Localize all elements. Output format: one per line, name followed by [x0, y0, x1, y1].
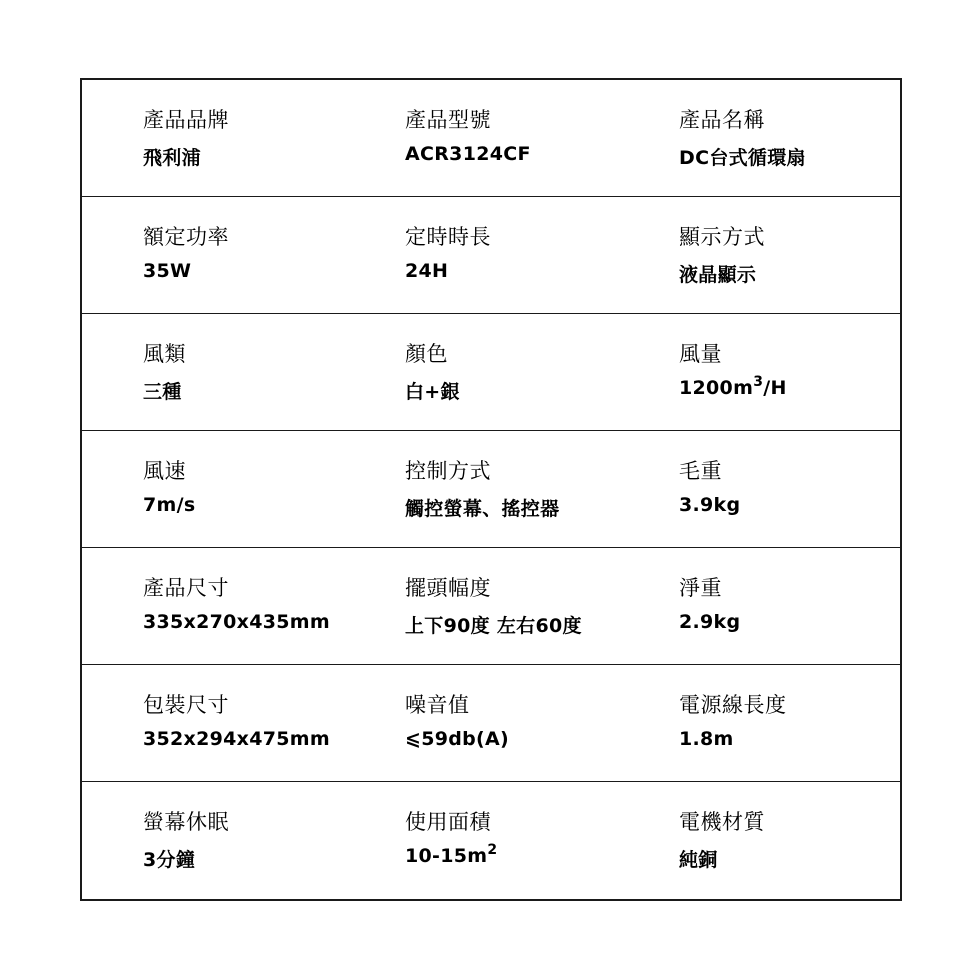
spec-label: 產品品牌: [143, 108, 229, 132]
spec-label: 淨重: [679, 576, 722, 600]
spec-label: 使用面積: [405, 810, 491, 834]
spec-value: 35W: [143, 260, 192, 282]
spec-label: 電源線長度: [679, 693, 787, 717]
spec-value: 三種: [143, 381, 182, 403]
spec-cell-brand: [82, 80, 334, 196]
spec-label: 定時時長: [405, 225, 491, 249]
spec-label: 電機材質: [679, 810, 765, 834]
spec-value: 純銅: [679, 849, 718, 871]
spec-cell-motor-material: [606, 782, 900, 899]
spec-value: [679, 374, 787, 399]
spec-label: 顯示方式: [679, 225, 765, 249]
spec-row-misc: [82, 782, 900, 899]
spec-cell-model: [334, 80, 606, 196]
spec-label: 控制方式: [405, 459, 491, 483]
spec-label: 風量: [679, 342, 722, 366]
spec-row-wind: [82, 314, 900, 431]
spec-value: 7m/s: [143, 494, 196, 516]
spec-cell-airflow: [606, 314, 900, 430]
spec-value: 液晶顯示: [679, 264, 757, 286]
spec-label: 產品名稱: [679, 108, 765, 132]
spec-value-superscript: 2: [487, 842, 498, 858]
spec-cell-screen-sleep: [82, 782, 334, 899]
spec-value: [405, 842, 498, 867]
spec-label: 風類: [143, 342, 186, 366]
spec-row-speed: [82, 431, 900, 548]
spec-cell-timer: [334, 197, 606, 313]
spec-row-package: [82, 665, 900, 782]
spec-label: 螢幕休眠: [143, 810, 229, 834]
spec-value: 觸控螢幕、搖控器: [405, 498, 560, 520]
spec-cell-noise: [334, 665, 606, 781]
spec-cell-control: [334, 431, 606, 547]
spec-cell-oscillation: [334, 548, 606, 664]
spec-cell-display: [606, 197, 900, 313]
spec-label: 風速: [143, 459, 186, 483]
spec-row-brand: [82, 80, 900, 197]
spec-value: 上下90度 左右60度: [405, 615, 582, 637]
spec-cell-cord-length: [606, 665, 900, 781]
spec-cell-wind-type: [82, 314, 334, 430]
spec-value: 飛利浦: [143, 147, 201, 169]
spec-value: ⩽59db(A): [405, 728, 510, 750]
spec-cell-color: [334, 314, 606, 430]
spec-value-superscript: 3: [753, 374, 764, 390]
spec-cell-product-name: [606, 80, 900, 196]
spec-label: 產品型號: [405, 108, 491, 132]
spec-label: 顏色: [405, 342, 448, 366]
spec-value-main: 1200m: [679, 377, 754, 399]
spec-label: 毛重: [679, 459, 722, 483]
spec-value-main: 10-15m: [405, 845, 488, 867]
spec-cell-wind-speed: [82, 431, 334, 547]
spec-label: 產品尺寸: [143, 576, 229, 600]
spec-cell-net-weight: [606, 548, 900, 664]
spec-value: ACR3124CF: [405, 143, 531, 165]
spec-cell-product-size: [82, 548, 334, 664]
spec-label: 包裝尺寸: [143, 693, 229, 717]
spec-label: 擺頭幅度: [405, 576, 491, 600]
spec-cell-coverage-area: [334, 782, 606, 899]
spec-value: 352x294x475mm: [143, 728, 330, 750]
spec-value: 335x270x435mm: [143, 611, 330, 633]
spec-row-power: [82, 197, 900, 314]
spec-value: 白+銀: [405, 381, 460, 403]
spec-value: 1.8m: [679, 728, 734, 750]
spec-cell-rated-power: [82, 197, 334, 313]
spec-value: 3分鐘: [143, 849, 196, 871]
spec-label: 噪音值: [405, 693, 470, 717]
spec-cell-gross-weight: [606, 431, 900, 547]
spec-value-suffix: /H: [763, 377, 787, 399]
spec-value: DC台式循環扇: [679, 147, 806, 169]
spec-value: 3.9kg: [679, 494, 741, 516]
spec-table: [80, 78, 902, 901]
spec-row-size: [82, 548, 900, 665]
spec-value: 2.9kg: [679, 611, 741, 633]
spec-cell-package-size: [82, 665, 334, 781]
spec-value: 24H: [405, 260, 449, 282]
spec-label: 額定功率: [143, 225, 229, 249]
